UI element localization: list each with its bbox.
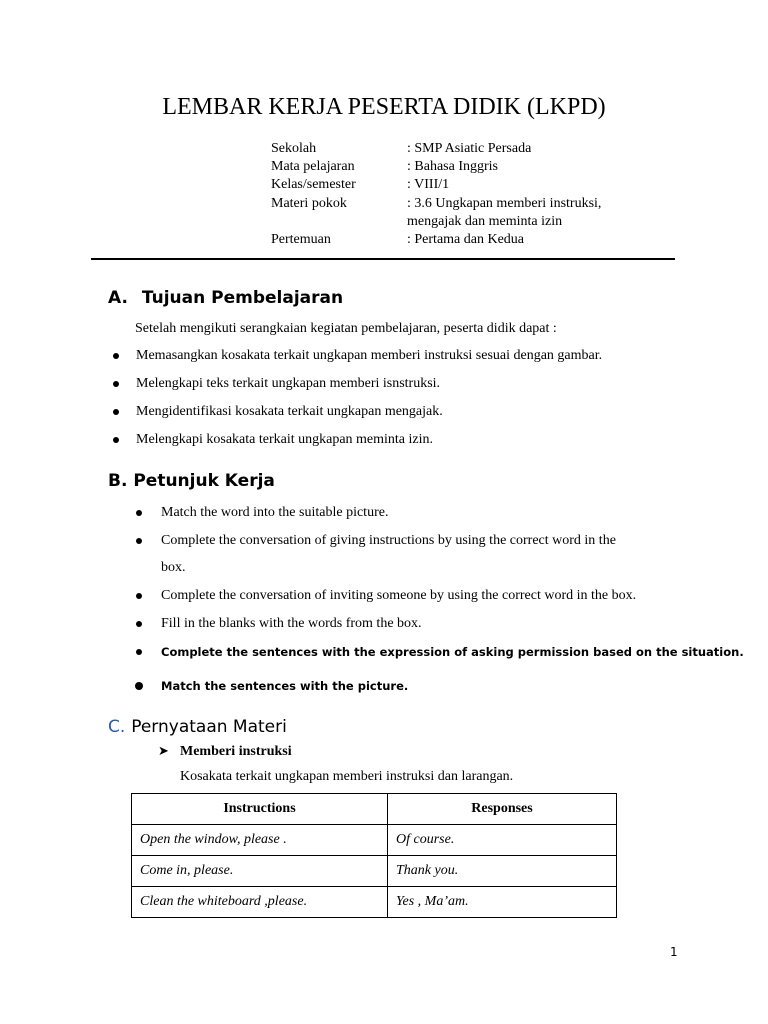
info-value: : SMP Asiatic Persada bbox=[407, 141, 532, 156]
document-title: LEMBAR KERJA PESERTA DIDIK (LKPD) bbox=[162, 94, 606, 120]
table-cell: Yes , Ma’am. bbox=[388, 887, 617, 918]
objective-item: Memasangkan kosakata terkait ungkapan memberi instruksi sesuai dengan gambar. bbox=[136, 348, 603, 363]
table-header: Responses bbox=[388, 794, 617, 825]
table-cell: Of course. bbox=[388, 825, 617, 856]
section-c-intro: Kosakata terkait ungkapan memberi instruksi dan larangan. bbox=[180, 769, 514, 784]
table-header-row bbox=[132, 794, 617, 825]
bullet-icon bbox=[113, 381, 119, 387]
info-value: : 3.6 Ungkapan memberi instruksi, bbox=[407, 196, 602, 211]
table-cell: Open the window, please . bbox=[132, 825, 388, 856]
info-label: Sekolah bbox=[271, 141, 317, 156]
section-c-letter: C. bbox=[108, 717, 126, 737]
section-c-title: Pernyataan Materi bbox=[131, 717, 287, 737]
section-a-title: Tujuan Pembelajaran bbox=[141, 288, 344, 308]
instruction-table bbox=[131, 793, 617, 918]
info-label: Materi pokok bbox=[271, 196, 347, 211]
section-a-heading bbox=[108, 288, 343, 308]
objective-item: Melengkapi teks terkait ungkapan memberi isnstruksi. bbox=[136, 376, 441, 391]
table-cell: Clean the whiteboard ,please. bbox=[132, 887, 388, 918]
table-row bbox=[132, 887, 617, 918]
arrow-bullet-icon: ➤ bbox=[158, 744, 169, 759]
table-row bbox=[132, 856, 617, 887]
instruction-item: Complete the conversation of inviting someone by using the correct word in the box. bbox=[161, 588, 637, 603]
bullet-icon bbox=[113, 437, 119, 443]
page-number: 1 bbox=[670, 945, 678, 959]
table-row bbox=[132, 825, 617, 856]
section-c-subheading: Memberi instruksi bbox=[180, 744, 292, 759]
info-label: Mata pelajaran bbox=[271, 159, 355, 174]
table-header: Instructions bbox=[132, 794, 388, 825]
header-divider bbox=[91, 258, 675, 260]
info-value: : VIII/1 bbox=[407, 177, 450, 192]
info-value: : Pertama dan Kedua bbox=[407, 232, 525, 247]
table-cell: Thank you. bbox=[388, 856, 617, 887]
instruction-item: Fill in the blanks with the words from the box. bbox=[161, 616, 422, 631]
bullet-icon bbox=[136, 510, 142, 516]
info-label: Kelas/semester bbox=[271, 177, 356, 192]
objective-item: Mengidentifikasi kosakata terkait ungkapan mengajak. bbox=[136, 404, 443, 419]
info-label: Pertemuan bbox=[271, 232, 331, 247]
instruction-item: Match the word into the suitable picture. bbox=[161, 505, 389, 520]
info-value: : Bahasa Inggris bbox=[407, 159, 498, 174]
bullet-icon bbox=[113, 353, 119, 359]
bullet-icon bbox=[136, 649, 142, 655]
bullet-icon bbox=[135, 682, 143, 690]
bullet-icon bbox=[136, 621, 142, 627]
instruction-item: Complete the conversation of giving instructions by using the correct word in the bbox=[161, 533, 616, 548]
bullet-icon bbox=[113, 409, 119, 415]
bullet-icon bbox=[136, 593, 142, 599]
instruction-item-cont: box. bbox=[161, 560, 186, 575]
bullet-icon bbox=[136, 538, 142, 544]
section-c-heading bbox=[108, 717, 287, 737]
objective-item: Melengkapi kosakata terkait ungkapan meminta izin. bbox=[136, 432, 434, 447]
section-b-heading: B. Petunjuk Kerja bbox=[108, 471, 275, 491]
instruction-item: Match the sentences with the picture. bbox=[161, 679, 409, 693]
section-a-intro: Setelah mengikuti serangkaian kegiatan pembelajaran, peserta didik dapat : bbox=[135, 321, 557, 336]
instruction-item: Complete the sentences with the expression of asking permission based on the situation. bbox=[161, 645, 744, 659]
info-value: mengajak dan meminta izin bbox=[407, 214, 563, 229]
section-a-letter: A. bbox=[108, 288, 128, 308]
table-cell: Come in, please. bbox=[132, 856, 388, 887]
